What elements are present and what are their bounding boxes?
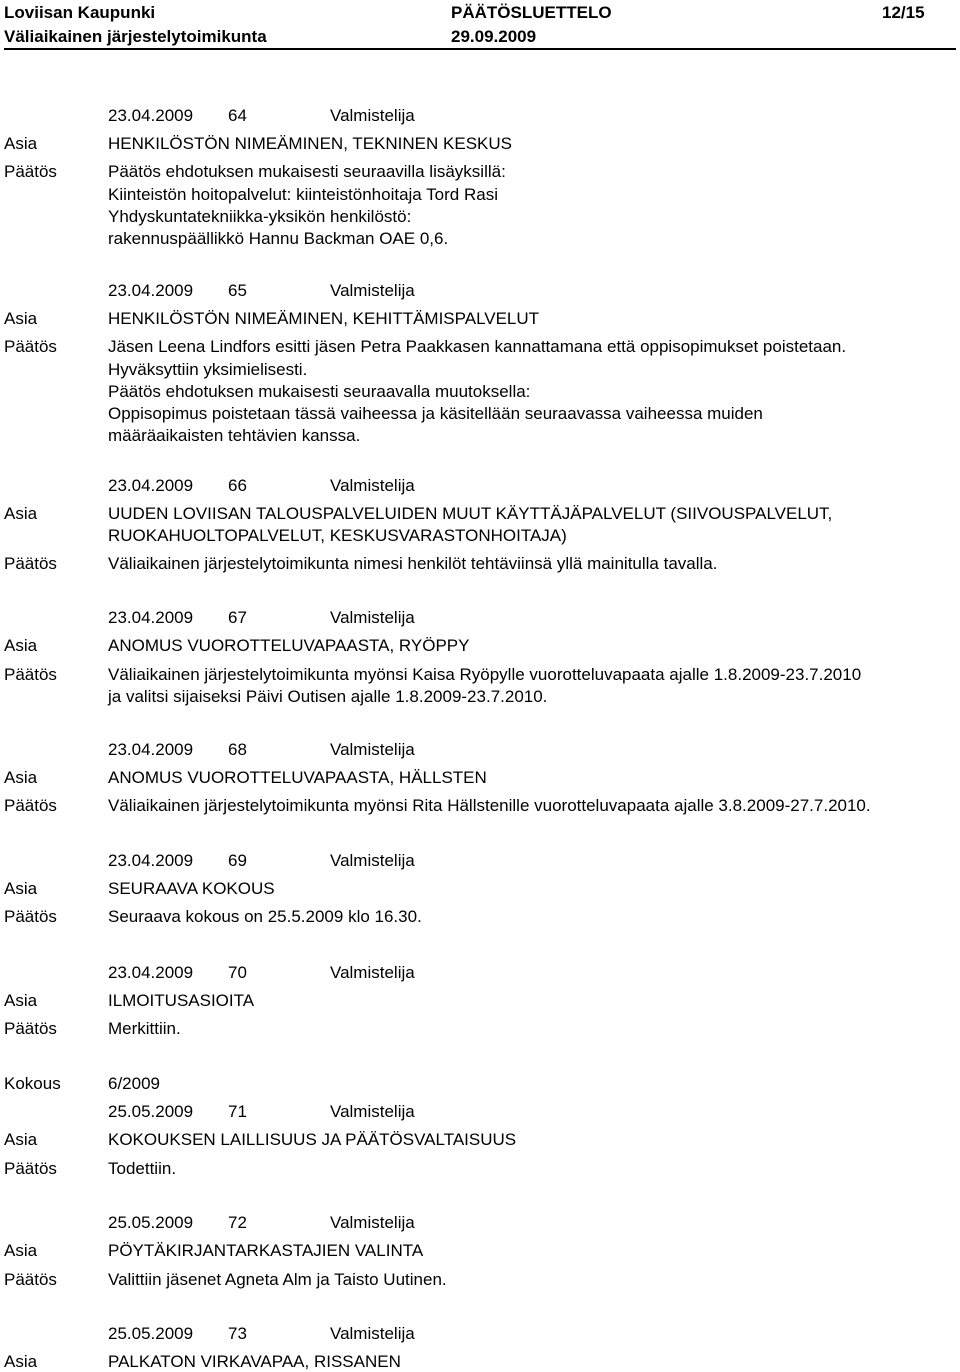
paatos-label: Päätös [4, 1159, 57, 1178]
paatos-line: Väliaikainen järjestelytoimikunta myönsi Rita Hällstenille vuorotteluvapaata ajalle 3.8.2009-27.7.2010. [108, 796, 871, 815]
paatos-line: Päätös ehdotuksen mukaisesti seuraavalla muutoksella: [108, 382, 531, 401]
asia-label: Asia [4, 1241, 38, 1260]
section-date: 25.05.2009 [108, 1102, 194, 1121]
valmistelija-label: Valmistelija [330, 740, 415, 759]
asia-label: Asia [4, 879, 38, 898]
paatos-line: Väliaikainen järjestelytoimikunta myönsi Kaisa Ryöpylle vuorotteluvapaata ajalle 1.8.2009-23.7.2010 [108, 665, 862, 684]
valmistelija-label: Valmistelija [330, 476, 415, 495]
section-number: 73 [228, 1324, 247, 1343]
paatos-line: rakennuspäällikkö Hannu Backman OAE 0,6. [108, 229, 449, 248]
paatos-line: ja valitsi sijaiseksi Päivi Outisen ajalle 1.8.2009-23.7.2010. [108, 687, 548, 706]
section-number: 66 [228, 476, 247, 495]
valmistelija-label: Valmistelija [330, 1213, 415, 1232]
asia-title: PÖYTÄKIRJANTARKASTAJIEN VALINTA [108, 1241, 424, 1260]
valmistelija-label: Valmistelija [330, 1324, 415, 1343]
section-date: 23.04.2009 [108, 106, 194, 125]
asia-label: Asia [4, 309, 38, 328]
section-number: 70 [228, 963, 247, 982]
section-number: 64 [228, 106, 247, 125]
section-date: 23.04.2009 [108, 963, 194, 982]
asia-title: HENKILÖSTÖN NIMEÄMINEN, KEHITTÄMISPALVELUT [108, 309, 540, 328]
document-date: 29.09.2009 [451, 27, 537, 46]
paatos-line: Yhdyskuntatekniikka-yksikön henkilöstö: [108, 207, 412, 226]
paatos-label: Päätös [4, 665, 57, 684]
paatos-label: Päätös [4, 554, 57, 573]
paatos-line: Väliaikainen järjestelytoimikunta nimesi henkilöt tehtäviinsä yllä mainitulla tavalla. [108, 554, 718, 573]
section-date: 23.04.2009 [108, 740, 194, 759]
valmistelija-label: Valmistelija [330, 281, 415, 300]
kokous-label: Kokous [4, 1074, 61, 1093]
section-date: 23.04.2009 [108, 281, 194, 300]
paatos-label: Päätös [4, 162, 57, 181]
asia-title-line: UUDEN LOVIISAN TALOUSPALVELUIDEN MUUT KÄYTTÄJÄPALVELUT (SIIVOUSPALVELUT, [108, 504, 833, 523]
header-divider [4, 48, 956, 50]
asia-label: Asia [4, 1352, 38, 1371]
section-number: 72 [228, 1213, 247, 1232]
valmistelija-label: Valmistelija [330, 963, 415, 982]
asia-title: ANOMUS VUOROTTELUVAPAASTA, RYÖPPY [108, 636, 470, 655]
section-number: 69 [228, 851, 247, 870]
section-date: 25.05.2009 [108, 1213, 194, 1232]
paatos-line: Valittiin jäsenet Agneta Alm ja Taisto Uutinen. [108, 1270, 447, 1289]
asia-title: ANOMUS VUOROTTELUVAPAASTA, HÄLLSTEN [108, 768, 487, 787]
paatos-line: Oppisopimus poistetaan tässä vaiheessa ja käsitellään seuraavassa vaiheessa muiden [108, 404, 763, 423]
paatos-line: määräaikaisten tehtävien kanssa. [108, 426, 361, 445]
asia-title: HENKILÖSTÖN NIMEÄMINEN, TEKNINEN KESKUS [108, 134, 512, 153]
section-number: 65 [228, 281, 247, 300]
asia-title: ILMOITUSASIOITA [108, 991, 255, 1010]
asia-title: KOKOUKSEN LAILLISUUS JA PÄÄTÖSVALTAISUUS [108, 1130, 517, 1149]
asia-label: Asia [4, 134, 38, 153]
section-date: 25.05.2009 [108, 1324, 194, 1343]
meeting-number: 6/2009 [108, 1074, 160, 1093]
paatos-label: Päätös [4, 907, 57, 926]
asia-label: Asia [4, 636, 38, 655]
paatos-line: Kiinteistön hoitopalvelut: kiinteistönhoitaja Tord Rasi [108, 185, 498, 204]
section-date: 23.04.2009 [108, 851, 194, 870]
asia-label: Asia [4, 1130, 38, 1149]
paatos-line: Merkittiin. [108, 1019, 181, 1038]
asia-title-line: RUOKAHUOLTOPALVELUT, KESKUSVARASTONHOITAJA) [108, 526, 567, 545]
section-number: 71 [228, 1102, 247, 1121]
valmistelija-label: Valmistelija [330, 608, 415, 627]
paatos-line: Jäsen Leena Lindfors esitti jäsen Petra Paakkasen kannattamana että oppisopimukset poistetaan. [108, 337, 847, 356]
paatos-label: Päätös [4, 1019, 57, 1038]
section-number: 68 [228, 740, 247, 759]
page-number: 12/15 [882, 3, 925, 22]
org-name: Loviisan Kaupunki [4, 3, 156, 22]
paatos-label: Päätös [4, 796, 57, 815]
asia-title: SEURAAVA KOKOUS [108, 879, 275, 898]
committee-name: Väliaikainen järjestelytoimikunta [4, 27, 267, 46]
paatos-line: Seuraava kokous on 25.5.2009 klo 16.30. [108, 907, 422, 926]
paatos-line: Päätös ehdotuksen mukaisesti seuraavilla lisäyksillä: [108, 162, 506, 181]
valmistelija-label: Valmistelija [330, 1102, 415, 1121]
paatos-label: Päätös [4, 1270, 57, 1289]
valmistelija-label: Valmistelija [330, 106, 415, 125]
paatos-line: Todettiin. [108, 1159, 177, 1178]
asia-label: Asia [4, 768, 38, 787]
section-date: 23.04.2009 [108, 608, 194, 627]
section-date: 23.04.2009 [108, 476, 194, 495]
section-number: 67 [228, 608, 247, 627]
paatos-label: Päätös [4, 337, 57, 356]
paatos-line: Hyväksyttiin yksimielisesti. [108, 360, 308, 379]
asia-label: Asia [4, 991, 38, 1010]
valmistelija-label: Valmistelija [330, 851, 415, 870]
asia-title: PALKATON VIRKAVAPAA, RISSANEN [108, 1352, 401, 1371]
document-title: PÄÄTÖSLUETTELO [451, 3, 612, 22]
asia-label: Asia [4, 504, 38, 523]
